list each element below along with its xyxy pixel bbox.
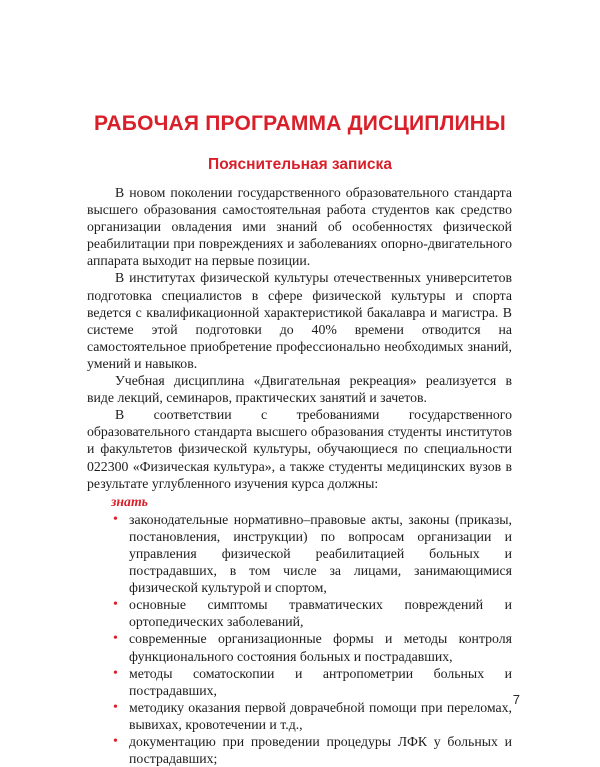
page-title: РАБОЧАЯ ПРОГРАММА ДИСЦИПЛИНЫ: [94, 112, 506, 135]
page-number: 7: [512, 692, 520, 707]
list-item-text: методику оказания первой доврачебной помощи при переломах, вывихах, кровотечении и т.д.,: [129, 699, 512, 732]
know-list: [87, 511, 512, 767]
bullet-icon: •: [113, 699, 118, 715]
paragraph-3: Учебная дисциплина «Двигательная рекреация» реализуется в виде лекций, семинаров, практических занятий и зачетов.: [87, 373, 512, 406]
list-item: [111, 733, 512, 767]
paragraph-2: В институтах физической культуры отечественных университетов подготовка специалистов в сфере физической культуры и спорта ведется с квалификационной характеристикой бакалавра и магистра. В системе этой подготовки до 40% времени отводится на самостоятельное приобретение профессионально необходимых знаний, умений и навыков.: [87, 270, 512, 371]
list-item-text: современные организационные формы и методы контроля функционального состояния больных и пострадавших,: [129, 631, 512, 664]
paragraph-4: В соответствии с требованиями государственного образовательного стандарта высшего образования студенты институтов и факультетов физической культуры, обучающиеся по специальности 022300 «Физическая культура», а также студенты медицинских вузов в результате углубленного изучения курса должны:: [87, 407, 512, 491]
list-item: [111, 630, 512, 664]
body-text: [87, 184, 512, 767]
section-subtitle: Пояснительная записка: [208, 156, 392, 173]
paragraph-1: В новом поколении государственного образовательного стандарта высшего образования самостоятельная работа студентов как средство организации овладения ими знаний об особенностях физической реабилитации при повреждениях и заболеваниях опорно-двигательного аппарата выходит на первые позиции.: [87, 185, 512, 269]
list-item-text: основные симптомы травматических повреждений и ортопедических заболеваний,: [129, 597, 512, 630]
list-item-text: методы соматоскопии и антропометрии больных и пострадавших,: [129, 665, 512, 698]
list-item-text: документацию при проведении процедуры ЛФК у больных и пострадавших;: [129, 734, 512, 767]
bullet-icon: •: [113, 597, 118, 613]
bullet-icon: •: [113, 665, 118, 681]
list-item: [111, 699, 512, 733]
bullet-icon: •: [113, 631, 118, 647]
bullet-icon: •: [113, 734, 118, 749]
list-item: [111, 511, 512, 596]
list-item: [111, 596, 512, 630]
list-item-text: законодательные нормативно–правовые акты, законы (приказы, постановления, инструкции) по вопросам организации и управления физической реабилитацией больных и пострадавших, в том числе за лицами, занимающимися физической культурой и спортом,: [129, 511, 512, 596]
bullet-icon: •: [113, 511, 118, 527]
list-item: [111, 665, 512, 699]
know-label: знать: [111, 493, 148, 509]
